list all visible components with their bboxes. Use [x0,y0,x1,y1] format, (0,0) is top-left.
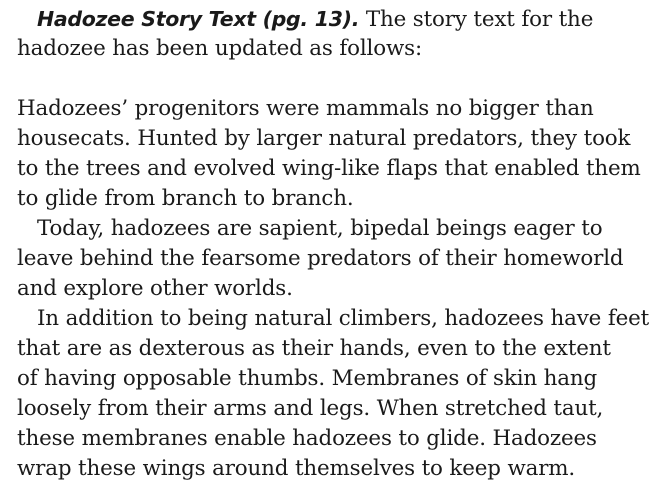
story-line: to glide from branch to branch. [17,186,354,211]
story-line: that are as dexterous as their hands, even to the extent [17,336,611,361]
entry-intro-text: The story text for the [359,7,594,32]
story-paragraph-3 [17,304,657,484]
errata-document [17,4,657,484]
story-paragraph-1 [17,94,657,214]
story-line: wrap these wings around themselves to keep warm. [17,456,576,481]
errata-entry-line-1 [17,4,657,34]
story-line: these membranes enable hadozees to glide. Hadozees [17,426,597,451]
entry-heading: Hadozee Story Text (pg. 13). [37,7,360,31]
story-paragraph-2 [17,214,657,304]
story-line: of having opposable thumbs. Membranes of skin hang [17,366,598,391]
story-line: and explore other worlds. [17,276,293,301]
story-line: leave behind the fearsome predators of their homeworld [17,246,624,271]
story-line: to the trees and evolved wing-like flaps that enabled them [17,156,641,181]
story-line: Today, hadozees are sapient, bipedal beings eager to [37,216,603,241]
story-line: In addition to being natural climbers, hadozees have feet [37,306,650,331]
story-line: Hadozees’ progenitors were mammals no bigger than [17,96,594,121]
paragraph-spacer [17,64,657,94]
story-line: housecats. Hunted by larger natural predators, they took [17,126,631,151]
story-line: loosely from their arms and legs. When stretched taut, [17,396,604,421]
entry-intro-continuation: hadozee has been updated as follows: [17,36,423,61]
